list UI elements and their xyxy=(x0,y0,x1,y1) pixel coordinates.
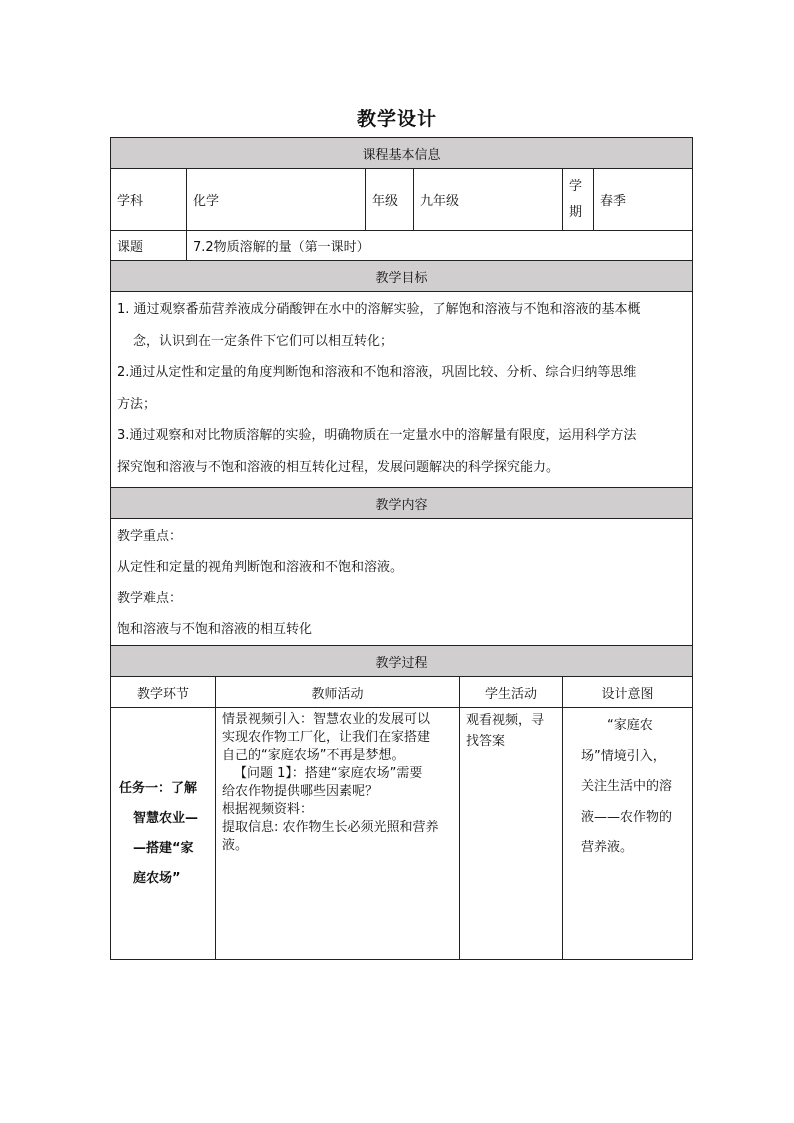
teacher-line-7: 提取信息: 农作物生长必须光照和营养 xyxy=(222,820,439,835)
term-label-1: 学 xyxy=(569,178,583,194)
task-stage-cell xyxy=(111,708,216,960)
grade-value: 九年级 xyxy=(414,169,563,231)
section-objectives: 教学目标 xyxy=(111,261,693,292)
student-line-2: 找答案 xyxy=(466,734,506,749)
teacher-line-2: 实现农作物工厂化，让我们在家搭建 xyxy=(222,730,431,745)
subject-value: 化学 xyxy=(187,169,366,231)
topic-row xyxy=(111,231,693,261)
process-header-row xyxy=(111,677,693,708)
section-process: 教学过程 xyxy=(111,646,693,677)
grade-label: 年级 xyxy=(366,169,414,231)
key-point-label: 教学重点： xyxy=(117,529,183,544)
objective-3-line-1: 3.通过观察和对比物质溶解的实验，明确物质在一定量水中的溶解量有限度，运用科学方法 xyxy=(117,428,637,443)
difficulty-label: 教学难点： xyxy=(117,591,183,606)
info-row xyxy=(111,169,693,231)
objective-2-line-2: 方法； xyxy=(117,396,157,412)
difficulty-text: 饱和溶液与不饱和溶液的相互转化 xyxy=(117,622,313,637)
topic-value: 7.2物质溶解的量（第一课时） xyxy=(187,231,693,261)
student-line-1: 观看视频，寻 xyxy=(466,713,545,728)
col-student: 学生活动 xyxy=(460,677,563,708)
key-point-text: 从定性和定量的视角判断饱和溶液和不饱和溶液。 xyxy=(117,560,404,575)
objective-1-line-1: 1. 通过观察番茄营养液成分硝酸钾在水中的溶解实验，了解饱和溶液与不饱和溶液的基本概 xyxy=(117,302,641,317)
objective-3-line-2: 探究饱和溶液与不饱和溶液的相互转化过程，发展问题解决的科学探究能力。 xyxy=(117,459,560,475)
process-row xyxy=(111,708,693,960)
lesson-plan-table xyxy=(110,137,693,960)
teacher-line-5: 给农作物提供哪些因素呢？ xyxy=(222,784,379,799)
term-label-2: 期 xyxy=(569,204,583,220)
col-intent: 设计意图 xyxy=(563,677,693,708)
task-line-2: 智慧农业— xyxy=(133,810,199,826)
teacher-activity-cell xyxy=(216,708,460,960)
teacher-line-6: 根据视频资料： xyxy=(222,802,314,817)
term-value: 春季 xyxy=(594,169,693,231)
task-line-1: 任务一：了解 xyxy=(119,780,198,796)
teacher-line-4: 【问题 1】：搭建“家庭农场”需要 xyxy=(234,766,423,781)
section-content: 教学内容 xyxy=(111,488,693,519)
col-teacher: 教师活动 xyxy=(216,677,460,708)
col-stage: 教学环节 xyxy=(111,677,216,708)
subject-label: 学科 xyxy=(111,169,187,231)
teacher-line-8: 液。 xyxy=(222,838,249,853)
document-title: 教学设计 xyxy=(356,108,437,130)
objective-1-line-2: 念，认识到在一定条件下它们可以相互转化； xyxy=(133,333,394,349)
term-label xyxy=(563,169,594,231)
content-cell xyxy=(111,519,693,646)
objectives-cell xyxy=(111,292,693,488)
teacher-line-3: 自己的“家庭农场”不再是梦想。 xyxy=(222,748,405,763)
student-activity-cell xyxy=(460,708,563,960)
objective-2-line-1: 2.通过从定性和定量的角度判断饱和溶液和不饱和溶液，巩固比较、分析、综合归纳等思维 xyxy=(117,365,637,380)
task-line-3: —搭建“家 xyxy=(133,840,194,856)
design-intent-cell: “家庭农场”情境引入，关注生活中的溶液——农作物的营养液。 xyxy=(563,708,693,960)
topic-label: 课题 xyxy=(111,231,187,261)
teacher-line-1: 情景视频引入：智慧农业的发展可以 xyxy=(222,712,431,727)
section-basic-info: 课程基本信息 xyxy=(111,138,693,169)
task-line-4: 庭农场” xyxy=(133,870,181,886)
